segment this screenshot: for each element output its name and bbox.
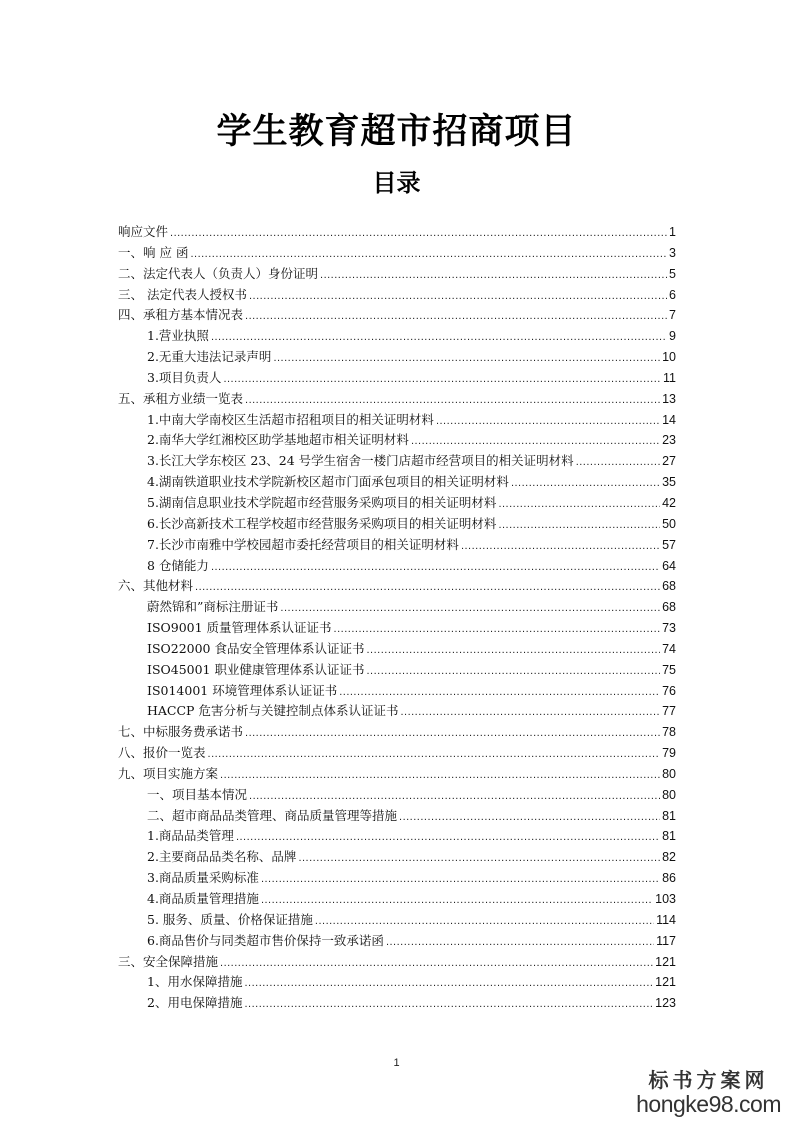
toc-entry-label: 6.长沙高新技术工程学校超市经营服务采购项目的相关证明材料	[147, 515, 497, 531]
toc-dot-leader	[170, 223, 667, 243]
toc-entry[interactable]	[118, 556, 676, 577]
toc-entry-page: 50	[662, 516, 676, 531]
toc-entry-label: 2.无重大违法记录声明	[147, 349, 272, 365]
toc-entry[interactable]	[118, 514, 676, 535]
toc-entry-page: 103	[655, 892, 676, 906]
toc-entry-label: ISO22000 食品安全管理体系认证证书	[147, 640, 365, 656]
toc-entry-page: 81	[662, 829, 676, 844]
toc-dot-leader	[498, 494, 660, 514]
toc-dot-leader	[511, 473, 660, 493]
toc-entry[interactable]	[118, 681, 676, 702]
toc-entry-page: 74	[662, 641, 676, 656]
toc-entry-label: 4.湖南铁道职业技术学院新校区超市门面承包项目的相关证明材料	[147, 474, 509, 490]
toc-entry-page: 42	[662, 495, 676, 510]
toc-entry-page: 3	[669, 245, 676, 260]
toc-entry-page: 80	[662, 787, 676, 802]
toc-entry-label: 三、 法定代表人授权书	[118, 286, 247, 302]
toc-entry-label: 2.南华大学红湘校区助学基地超市相关证明材料	[147, 432, 409, 448]
toc-entry[interactable]	[118, 243, 676, 264]
toc-entry[interactable]	[118, 847, 676, 868]
toc-entry[interactable]	[118, 576, 676, 597]
toc-entry[interactable]	[118, 764, 676, 785]
toc-dot-leader	[576, 452, 660, 472]
toc-dot-leader	[399, 807, 660, 827]
toc-entry-page: 121	[655, 954, 676, 969]
toc-entry[interactable]	[118, 701, 676, 722]
toc-dot-leader	[261, 890, 653, 910]
toc-entry-label: 1.营业执照	[147, 328, 209, 344]
toc-entry-label: 五、承租方业绩一览表	[118, 390, 244, 406]
toc-entry-label: ISO45001 职业健康管理体系认证证书	[147, 661, 365, 677]
document-title: 学生教育超市招商项目	[216, 112, 577, 152]
toc-entry-page: 77	[662, 704, 676, 719]
watermark-name: 标书方案网	[648, 1068, 769, 1092]
toc-entry[interactable]	[118, 451, 676, 472]
toc-entry-label: 九、项目实施方案	[118, 765, 219, 781]
toc-entry-page: 14	[662, 412, 676, 427]
toc-dot-leader	[315, 911, 654, 931]
toc-entry-label: 8 仓储能力	[147, 557, 209, 573]
toc-entry-page: 114	[656, 912, 676, 927]
toc-entry-page: 6	[669, 287, 676, 302]
toc-entry[interactable]	[118, 826, 676, 847]
toc-entry[interactable]	[118, 722, 676, 743]
toc-entry[interactable]	[118, 868, 676, 889]
toc-dot-leader	[195, 577, 660, 597]
toc-entry-label: 3.商品质量采购标准	[147, 870, 259, 886]
toc-entry-label: 一、响 应 函	[118, 244, 189, 260]
toc-entry[interactable]	[118, 368, 676, 389]
toc-entry-page: 7	[669, 308, 676, 323]
page-number: 1	[393, 1057, 400, 1069]
toc-dot-leader	[367, 661, 661, 681]
toc-entry-label: 3.项目负责人	[147, 369, 222, 385]
toc-entry-page: 82	[662, 850, 676, 865]
toc-dot-leader	[261, 869, 660, 889]
toc-dot-leader	[280, 598, 660, 618]
toc-entry[interactable]	[118, 785, 676, 806]
watermark	[636, 1068, 781, 1116]
toc-entry-label: 六、其他材料	[118, 578, 194, 594]
toc-entry[interactable]	[118, 535, 676, 556]
toc-dot-leader	[211, 327, 667, 347]
toc-dot-leader	[211, 557, 660, 577]
toc-dot-leader	[436, 411, 660, 431]
toc-dot-leader	[320, 265, 667, 285]
toc-entry-page: 35	[662, 475, 676, 490]
toc-entry-label: 3.长江大学东校区 23、24 号学生宿舍一楼门店超市经营项目的相关证明材料	[147, 453, 574, 469]
toc-dot-leader	[190, 244, 667, 264]
toc-entry[interactable]	[118, 410, 676, 431]
toc-dot-leader	[223, 369, 661, 389]
toc-dot-leader	[367, 640, 661, 660]
toc-entry[interactable]	[118, 285, 676, 306]
toc-entry[interactable]	[118, 931, 676, 952]
toc-entry-page: 123	[655, 996, 676, 1011]
toc-entry-label: 2.主要商品品类名称、品牌	[147, 849, 297, 865]
toc-entry-label: 四、承租方基本情况表	[118, 307, 244, 323]
toc-entry-label: 二、超市商品品类管理、商品质量管理等措施	[147, 807, 398, 823]
toc-heading: 目录	[372, 169, 421, 197]
toc-entry-page: 9	[669, 329, 676, 344]
toc-entry-label: 2、用电保障措施	[147, 995, 243, 1011]
toc-dot-leader	[400, 702, 660, 722]
toc-entry-page: 75	[662, 662, 676, 677]
toc-entry-label: 三、安全保障措施	[118, 953, 219, 969]
toc-entry[interactable]	[118, 806, 676, 827]
toc-entry[interactable]	[118, 972, 676, 993]
toc-entry[interactable]	[118, 326, 676, 347]
toc-entry[interactable]	[118, 993, 676, 1014]
toc-entry-label: 一、项目基本情况	[147, 786, 248, 802]
toc-entry[interactable]	[118, 597, 676, 618]
toc-dot-leader	[461, 536, 660, 556]
toc-entry-page: 10	[662, 350, 676, 365]
toc-entry-page: 5	[669, 266, 676, 281]
toc-entry-page: 57	[662, 537, 676, 552]
toc-entry[interactable]	[118, 222, 676, 243]
toc-dot-leader	[245, 723, 660, 743]
toc-dot-leader	[244, 973, 653, 993]
toc-entry-page: 76	[662, 683, 676, 698]
toc-entry-label: 6.商品售价与同类超市售价保持一致承诺函	[147, 932, 384, 948]
toc-dot-leader	[298, 848, 660, 868]
toc-dot-leader	[208, 744, 661, 764]
watermark-url: hongke98.com	[636, 1091, 781, 1117]
toc-entry-label: 二、法定代表人（负责人）身份证明	[118, 265, 319, 281]
toc-entry-label: 5.湖南信息职业技术学院超市经营服务采购项目的相关证明材料	[147, 494, 497, 510]
toc-entry[interactable]	[118, 743, 676, 764]
toc-entry-label: 八、报价一览表	[118, 745, 206, 761]
toc-entry-page: 86	[662, 871, 676, 886]
table-of-contents	[118, 222, 676, 1014]
toc-entry-label: 7.长沙市南雅中学校园超市委托经营项目的相关证明材料	[147, 536, 459, 552]
toc-entry-page: 68	[662, 600, 676, 615]
toc-entry-page: 73	[662, 621, 676, 636]
toc-dot-leader	[249, 786, 660, 806]
toc-dot-leader	[386, 932, 654, 952]
toc-dot-leader	[273, 348, 660, 368]
toc-dot-leader	[334, 619, 661, 639]
toc-entry-page: 117	[656, 933, 676, 948]
toc-dot-leader	[249, 286, 667, 306]
toc-entry[interactable]	[118, 430, 676, 451]
toc-dot-leader	[411, 431, 660, 451]
toc-entry-label: 响应文件	[118, 224, 169, 239]
toc-dot-leader	[498, 515, 660, 535]
toc-entry-label: 1、用水保障措施	[147, 974, 243, 990]
toc-entry-page: 121	[655, 975, 676, 990]
toc-dot-leader	[236, 827, 660, 847]
toc-entry-page: 80	[662, 766, 676, 781]
toc-entry-label: 1.中南大学南校区生活超市招租项目的相关证明材料	[147, 411, 434, 427]
toc-entry-page: 23	[662, 433, 676, 448]
toc-entry-page: 27	[662, 454, 676, 469]
toc-entry[interactable]	[118, 910, 676, 931]
toc-dot-leader	[245, 306, 667, 326]
toc-entry[interactable]	[118, 660, 676, 681]
toc-dot-leader	[245, 390, 660, 410]
toc-entry[interactable]	[118, 889, 676, 910]
toc-entry-page: 68	[662, 579, 676, 594]
toc-entry[interactable]	[118, 305, 676, 326]
toc-entry-label: ISO9001 质量管理体系认证证书	[147, 620, 332, 636]
toc-entry-label: HACCP 危害分析与关键控制点体系认证证书	[147, 703, 399, 719]
toc-entry[interactable]	[118, 618, 676, 639]
toc-entry-label: 4.商品质量管理措施	[147, 891, 259, 906]
toc-entry-page: 79	[662, 746, 676, 761]
toc-dot-leader	[339, 682, 660, 702]
toc-entry-page: 64	[662, 558, 676, 573]
toc-entry-label: 5. 服务、质量、价格保证措施	[147, 911, 313, 927]
toc-entry-page: 13	[662, 391, 676, 406]
toc-entry[interactable]	[118, 493, 676, 514]
toc-entry-label: IS014001 环境管理体系认证证书	[147, 682, 338, 698]
toc-entry-label: 1.商品品类管理	[147, 828, 234, 844]
toc-entry[interactable]	[118, 389, 676, 410]
toc-entry[interactable]	[118, 264, 676, 285]
toc-entry-page: 78	[662, 725, 676, 740]
toc-dot-leader	[244, 994, 653, 1014]
toc-entry[interactable]	[118, 952, 676, 973]
toc-entry-page: 11	[663, 370, 676, 385]
toc-entry-page: 81	[662, 808, 676, 823]
toc-entry-page: 1	[669, 225, 676, 239]
toc-entry-label: 蔚然锦和”商标注册证书	[147, 599, 279, 615]
toc-entry[interactable]	[118, 347, 676, 368]
toc-entry[interactable]	[118, 639, 676, 660]
toc-entry-label: 七、中标服务费承诺书	[118, 724, 244, 740]
toc-dot-leader	[220, 765, 660, 785]
toc-dot-leader	[220, 953, 653, 973]
toc-entry[interactable]	[118, 472, 676, 493]
